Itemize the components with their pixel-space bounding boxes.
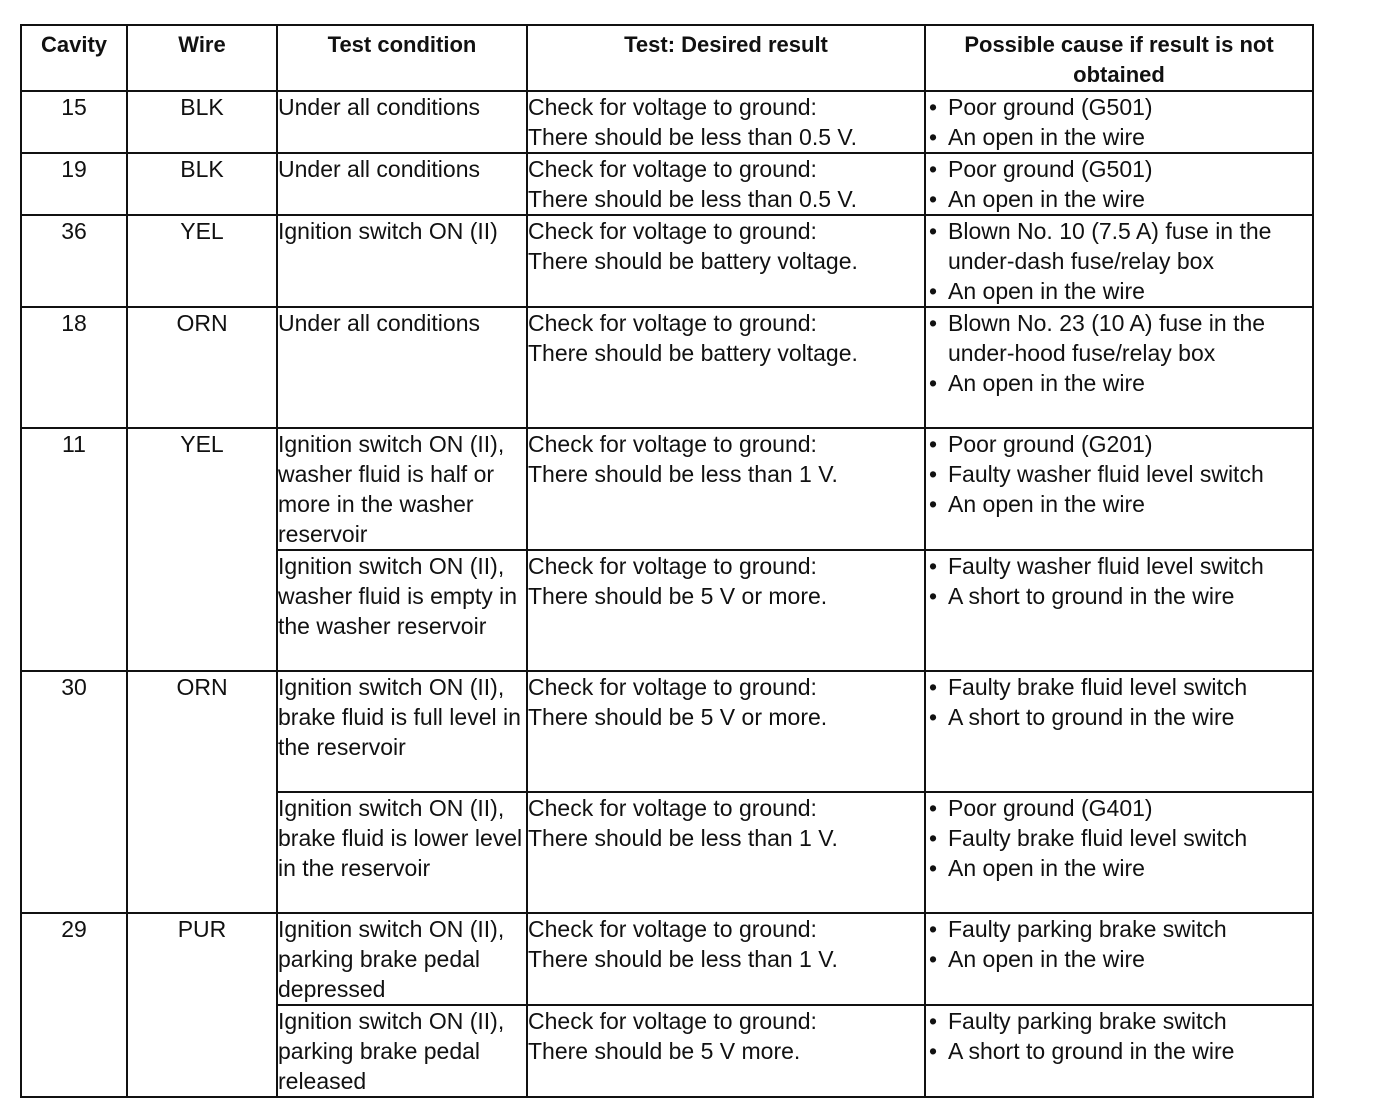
result-instruction: Check for voltage to ground: — [528, 674, 817, 700]
table-body — [21, 91, 1313, 1097]
cause-text: An open in the wire — [948, 186, 1145, 212]
header-row — [21, 25, 1313, 91]
cause-text: Poor ground (G401) — [948, 795, 1153, 821]
bullet-icon: • — [928, 916, 938, 942]
cause-text: Faulty brake fluid level switch — [948, 825, 1248, 851]
result-expectation: There should be less than 1 V. — [528, 825, 838, 851]
cause-item — [926, 489, 1312, 519]
possible-cause-cell — [925, 1005, 1313, 1097]
cause-list — [926, 216, 1312, 306]
cause-item — [926, 914, 1312, 944]
diagnostic-table-sheet — [20, 24, 1312, 1094]
wire-color-cell: ORN — [127, 671, 277, 913]
test-condition-cell: Under all conditions — [277, 91, 527, 153]
possible-cause-cell — [925, 428, 1313, 550]
desired-result-cell — [527, 1005, 925, 1097]
bullet-icon: • — [928, 218, 938, 244]
bullet-icon: • — [928, 583, 938, 609]
cause-item — [926, 92, 1312, 122]
result-instruction: Check for voltage to ground: — [528, 310, 817, 336]
possible-cause-cell — [925, 792, 1313, 913]
desired-result-cell — [527, 428, 925, 550]
result-expectation: There should be less than 1 V. — [528, 946, 838, 972]
table-row — [21, 153, 1313, 215]
test-condition-cell: Ignition switch ON (II), brake fluid is lower level in the reservoir — [277, 792, 527, 913]
wire-color-cell: ORN — [127, 307, 277, 428]
cause-item — [926, 581, 1312, 611]
result-instruction: Check for voltage to ground: — [528, 553, 817, 579]
cause-text: Blown No. 23 (10 A) fuse in the under-hood fuse/relay box — [948, 310, 1266, 366]
cause-list — [926, 1006, 1312, 1066]
cause-text: An open in the wire — [948, 370, 1145, 396]
cavity-cell: 18 — [21, 307, 127, 428]
table-row — [21, 307, 1313, 428]
cavity-cell: 15 — [21, 91, 127, 153]
cavity-cell: 11 — [21, 428, 127, 671]
cause-text: Poor ground (G501) — [948, 94, 1153, 120]
bullet-icon: • — [928, 310, 938, 336]
result-expectation: There should be less than 0.5 V. — [528, 124, 858, 150]
result-instruction: Check for voltage to ground: — [528, 1008, 817, 1034]
test-condition-cell: Under all conditions — [277, 153, 527, 215]
cause-text: Faulty washer fluid level switch — [948, 553, 1264, 579]
cause-text: A short to ground in the wire — [948, 1038, 1235, 1064]
cause-list — [926, 793, 1312, 883]
bullet-icon: • — [928, 674, 938, 700]
test-condition-cell: Ignition switch ON (II), parking brake pedal depressed — [277, 913, 527, 1005]
result-expectation: There should be battery voltage. — [528, 340, 858, 366]
result-expectation: There should be 5 V or more. — [528, 583, 828, 609]
bullet-icon: • — [928, 1008, 938, 1034]
cause-text: An open in the wire — [948, 278, 1145, 304]
cause-text: Poor ground (G201) — [948, 431, 1153, 457]
cause-item — [926, 429, 1312, 459]
bullet-icon: • — [928, 825, 938, 851]
bullet-icon: • — [928, 278, 938, 304]
cause-text: Faulty washer fluid level switch — [948, 461, 1264, 487]
cause-item — [926, 1006, 1312, 1036]
cause-text: An open in the wire — [948, 946, 1145, 972]
possible-cause-cell — [925, 153, 1313, 215]
cause-text: Faulty parking brake switch — [948, 916, 1227, 942]
cause-text: An open in the wire — [948, 491, 1145, 517]
cause-item — [926, 154, 1312, 184]
cavity-cell: 36 — [21, 215, 127, 307]
table-row — [21, 215, 1313, 307]
test-condition-cell: Ignition switch ON (II), parking brake pedal released — [277, 1005, 527, 1097]
wire-color-cell: PUR — [127, 913, 277, 1097]
header-possible-cause: Possible cause if result is not obtained — [925, 25, 1313, 91]
cause-list — [926, 154, 1312, 214]
desired-result-cell — [527, 91, 925, 153]
bullet-icon: • — [928, 156, 938, 182]
bullet-icon: • — [928, 461, 938, 487]
cause-list — [926, 672, 1312, 732]
result-expectation: There should be less than 1 V. — [528, 461, 838, 487]
result-expectation: There should be 5 V more. — [528, 1038, 801, 1064]
result-instruction: Check for voltage to ground: — [528, 431, 817, 457]
cause-list — [926, 914, 1312, 974]
cause-text: Faulty brake fluid level switch — [948, 674, 1248, 700]
cause-list — [926, 308, 1312, 398]
bullet-icon: • — [928, 370, 938, 396]
cause-item — [926, 672, 1312, 702]
connector-test-table — [20, 24, 1314, 1098]
result-expectation: There should be less than 0.5 V. — [528, 186, 858, 212]
possible-cause-cell — [925, 913, 1313, 1005]
cause-item — [926, 853, 1312, 883]
desired-result-cell — [527, 215, 925, 307]
test-condition-cell: Under all conditions — [277, 307, 527, 428]
cavity-cell: 29 — [21, 913, 127, 1097]
result-expectation: There should be 5 V or more. — [528, 704, 828, 730]
cause-item — [926, 122, 1312, 152]
header-wire: Wire — [127, 25, 277, 91]
header-test-condition: Test condition — [277, 25, 527, 91]
cause-text: An open in the wire — [948, 855, 1145, 881]
possible-cause-cell — [925, 671, 1313, 792]
cause-list — [926, 92, 1312, 152]
cause-item — [926, 459, 1312, 489]
cause-text: Poor ground (G501) — [948, 156, 1153, 182]
wire-color-cell: YEL — [127, 428, 277, 671]
bullet-icon: • — [928, 94, 938, 120]
bullet-icon: • — [928, 553, 938, 579]
cause-item — [926, 308, 1312, 368]
possible-cause-cell — [925, 550, 1313, 671]
cause-item — [926, 551, 1312, 581]
cause-item — [926, 944, 1312, 974]
header-cavity: Cavity — [21, 25, 127, 91]
cause-text: Blown No. 10 (7.5 A) fuse in the under-dash fuse/relay box — [948, 218, 1272, 274]
possible-cause-cell — [925, 215, 1313, 307]
desired-result-cell — [527, 792, 925, 913]
cause-list — [926, 429, 1312, 519]
cause-text: A short to ground in the wire — [948, 583, 1235, 609]
desired-result-cell — [527, 307, 925, 428]
bullet-icon: • — [928, 491, 938, 517]
desired-result-cell — [527, 550, 925, 671]
cause-item — [926, 793, 1312, 823]
bullet-icon: • — [928, 124, 938, 150]
cause-text: An open in the wire — [948, 124, 1145, 150]
bullet-icon: • — [928, 946, 938, 972]
cause-list — [926, 551, 1312, 611]
test-condition-cell: Ignition switch ON (II), brake fluid is full level in the reservoir — [277, 671, 527, 792]
bullet-icon: • — [928, 1038, 938, 1064]
cavity-cell: 30 — [21, 671, 127, 913]
bullet-icon: • — [928, 855, 938, 881]
bullet-icon: • — [928, 795, 938, 821]
table-row — [21, 91, 1313, 153]
cause-item — [926, 276, 1312, 306]
desired-result-cell — [527, 671, 925, 792]
cause-item — [926, 184, 1312, 214]
wire-color-cell: BLK — [127, 153, 277, 215]
result-instruction: Check for voltage to ground: — [528, 795, 817, 821]
table-header — [21, 25, 1313, 91]
wire-color-cell: YEL — [127, 215, 277, 307]
table-row — [21, 913, 1313, 1005]
possible-cause-cell — [925, 91, 1313, 153]
result-instruction: Check for voltage to ground: — [528, 156, 817, 182]
desired-result-cell — [527, 153, 925, 215]
cause-item — [926, 702, 1312, 732]
possible-cause-cell — [925, 307, 1313, 428]
test-condition-cell: Ignition switch ON (II) — [277, 215, 527, 307]
cause-item — [926, 823, 1312, 853]
desired-result-cell — [527, 913, 925, 1005]
table-row — [21, 428, 1313, 550]
bullet-icon: • — [928, 186, 938, 212]
table-row — [21, 671, 1313, 792]
header-desired-result: Test: Desired result — [527, 25, 925, 91]
bullet-icon: • — [928, 431, 938, 457]
cause-item — [926, 216, 1312, 276]
cause-item — [926, 368, 1312, 398]
result-instruction: Check for voltage to ground: — [528, 94, 817, 120]
bullet-icon: • — [928, 704, 938, 730]
test-condition-cell: Ignition switch ON (II), washer fluid is empty in the washer reservoir — [277, 550, 527, 671]
cause-item — [926, 1036, 1312, 1066]
result-instruction: Check for voltage to ground: — [528, 218, 817, 244]
test-condition-cell: Ignition switch ON (II), washer fluid is half or more in the washer reservoir — [277, 428, 527, 550]
cause-text: A short to ground in the wire — [948, 704, 1235, 730]
result-expectation: There should be battery voltage. — [528, 248, 858, 274]
wire-color-cell: BLK — [127, 91, 277, 153]
result-instruction: Check for voltage to ground: — [528, 916, 817, 942]
cavity-cell: 19 — [21, 153, 127, 215]
cause-text: Faulty parking brake switch — [948, 1008, 1227, 1034]
